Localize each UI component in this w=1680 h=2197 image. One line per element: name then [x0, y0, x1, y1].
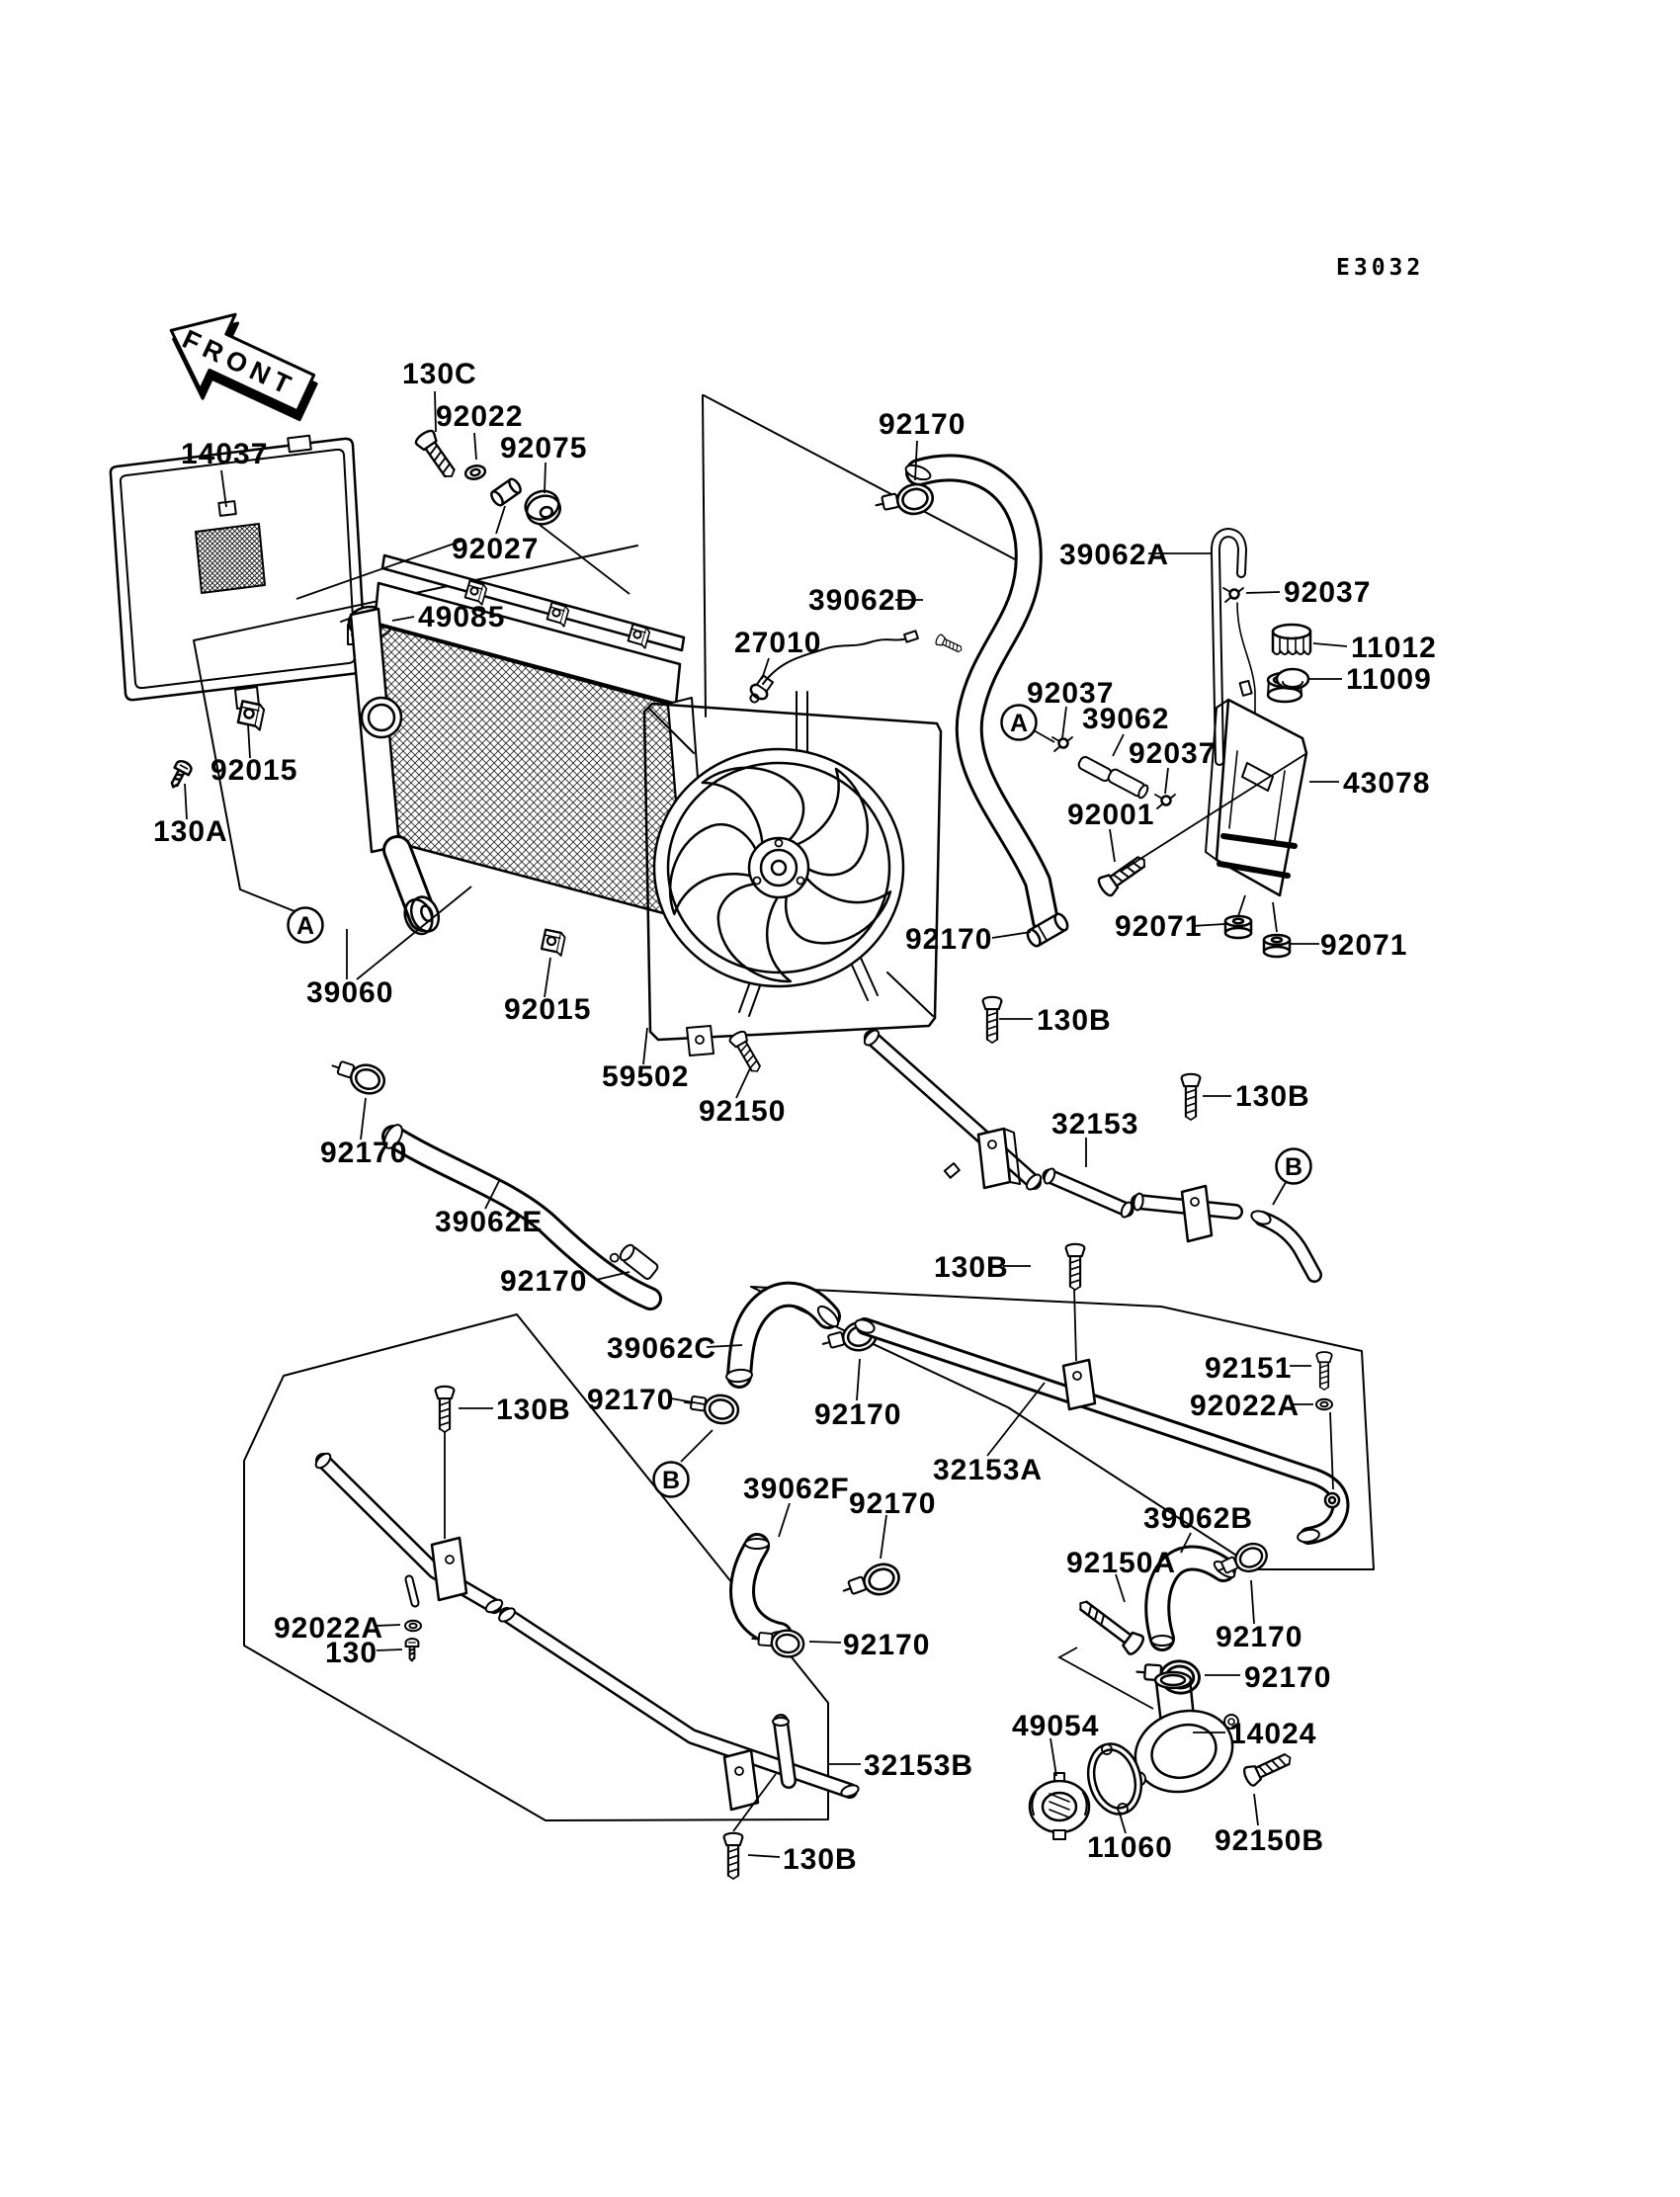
part-label-130C: 130C [402, 358, 477, 390]
ref-circle-B [1277, 1149, 1311, 1184]
part-label-92022A: 92022A [1190, 1390, 1301, 1422]
cap-gasket-11009 [1277, 669, 1308, 689]
part-label-92071: 92071 [1320, 929, 1408, 962]
part-label-92150A: 92150A [1066, 1547, 1177, 1579]
part-label-92151: 92151 [1205, 1352, 1293, 1385]
leader-line-54 [881, 1515, 886, 1559]
front-arrow [151, 293, 329, 439]
part-label-92150: 92150 [699, 1095, 787, 1128]
bolt-130b-4-icon [436, 1387, 455, 1432]
part-label-39062B: 39062B [1143, 1502, 1254, 1535]
leader-line-61 [1059, 1648, 1153, 1709]
leader-line-62 [1251, 1580, 1254, 1624]
leader-line-25 [185, 784, 187, 819]
part-label-27010: 27010 [734, 627, 822, 659]
radiator-screen-14037 [111, 436, 366, 709]
leader-line-24 [248, 724, 250, 758]
leader-line-64 [1050, 1738, 1056, 1776]
ref-circle-A [289, 908, 323, 943]
leader-line-18 [1110, 829, 1115, 862]
part-label-92037: 92037 [1027, 677, 1115, 710]
ref-circle-letter: B [1284, 1153, 1303, 1181]
leader-line-11 [1313, 643, 1347, 646]
part-label-92170: 92170 [320, 1137, 408, 1169]
part-label-39062C: 39062C [607, 1332, 717, 1365]
clip-92015-right-icon [541, 930, 565, 956]
clamp-92170-mid-icon [682, 1391, 739, 1425]
part-label-130A: 130A [153, 815, 228, 848]
part-label-32153A: 32153A [933, 1454, 1044, 1486]
damper-92071-left-icon [1225, 916, 1251, 938]
bolt-130b-3-icon [1066, 1244, 1085, 1290]
part-label-130B: 130B [1235, 1080, 1310, 1113]
part-label-59502: 59502 [602, 1060, 690, 1093]
leader-line-17 [1165, 768, 1168, 794]
bolt-130b-5-icon [724, 1833, 743, 1879]
part-label-92037: 92037 [1129, 737, 1217, 770]
leader-line-67 [1254, 1794, 1258, 1825]
part-label-92170: 92170 [905, 923, 993, 956]
part-label-32153B: 32153B [864, 1749, 974, 1782]
bolt-130b-2-icon [1182, 1074, 1201, 1120]
part-label-11009: 11009 [1346, 663, 1432, 696]
water-pipe-32153-mid [1043, 1167, 1134, 1219]
leader-line-66 [1120, 1814, 1126, 1833]
grommet-92075-icon [522, 487, 564, 529]
clamp-92037-b-icon [1155, 795, 1175, 808]
clamp-92170-top-icon [874, 481, 936, 522]
front-direction-label: FRONT [178, 323, 301, 403]
leader-line-47 [857, 1359, 860, 1400]
leader-line-57 [748, 1855, 780, 1857]
part-label-92022: 92022 [436, 400, 524, 433]
part-label-130B: 130B [934, 1251, 1009, 1284]
part-label-11060: 11060 [1087, 1831, 1173, 1864]
bolt-130c-icon [414, 428, 461, 481]
collar-92027-icon [489, 477, 523, 507]
part-label-92022A: 92022A [274, 1612, 384, 1645]
part-label-43078: 43078 [1343, 767, 1431, 800]
bolt-92150-icon [728, 1030, 765, 1076]
part-label-39060: 39060 [306, 976, 394, 1009]
part-label-92170: 92170 [500, 1265, 588, 1298]
leader-line-28 [545, 958, 550, 997]
leader-line-40 [1074, 1289, 1076, 1361]
part-label-92015: 92015 [210, 754, 298, 787]
clamp-92037-a-icon [1052, 737, 1072, 751]
screw-130a-icon [166, 759, 193, 791]
leader-line-1 [474, 433, 476, 460]
leader-line-21 [1238, 895, 1245, 916]
clamp-92037-vent-icon [1223, 588, 1243, 602]
drawing-code: E3032 [1336, 255, 1425, 281]
clamp-92170-radiator-icon [328, 1055, 388, 1098]
part-label-39062A: 39062A [1059, 539, 1170, 571]
part-label-130: 130 [325, 1637, 378, 1669]
part-label-92170: 92170 [1244, 1661, 1332, 1694]
leader-line-2 [545, 463, 546, 493]
screw-130-icon [406, 1639, 419, 1660]
part-label-92071: 92071 [1115, 910, 1203, 943]
hose-39062f [742, 1539, 792, 1642]
leader-line-14 [1062, 707, 1066, 738]
water-pipe-32153-left [862, 1028, 1043, 1192]
part-label-92075: 92075 [500, 432, 588, 465]
part-label-92170: 92170 [587, 1384, 675, 1416]
tank-cap-11012 [1273, 625, 1310, 654]
screw-92151-icon [1316, 1352, 1331, 1390]
part-label-14024: 14024 [1229, 1718, 1317, 1750]
part-label-92170: 92170 [814, 1398, 902, 1431]
part-label-92170: 92170 [849, 1487, 937, 1520]
part-label-49054: 49054 [1012, 1710, 1100, 1742]
ref-circle-B [654, 1463, 689, 1497]
leader-line-23 [1273, 902, 1277, 932]
clamp-92170-f1-icon [839, 1560, 902, 1606]
part-label-92027: 92027 [452, 533, 540, 565]
ref-circle-A [1002, 706, 1037, 740]
part-label-92015: 92015 [504, 993, 592, 1026]
leader-line-15 [1034, 730, 1054, 742]
part-label-11012: 11012 [1351, 632, 1437, 664]
part-label-130B: 130B [783, 1843, 858, 1876]
bolt-92150a-icon [1074, 1594, 1146, 1655]
damper-92071-right-icon [1264, 935, 1290, 957]
leader-line-55 [809, 1642, 841, 1643]
washer-92022a-right-icon [1316, 1399, 1332, 1409]
leader-line-30 [736, 1068, 750, 1098]
bolt-92150b-icon [1242, 1749, 1295, 1788]
washer-92022a-left-icon [405, 1621, 421, 1631]
part-label-130B: 130B [496, 1394, 571, 1426]
clip-92015-left-icon [237, 701, 265, 729]
part-label-39062F: 39062F [743, 1473, 850, 1505]
leader-line-53 [779, 1503, 790, 1537]
leader-line-31 [361, 1098, 366, 1140]
hose-39062d [904, 463, 1046, 921]
part-label-92150B: 92150B [1215, 1824, 1325, 1857]
leader-line-16 [1113, 734, 1124, 756]
part-label-130B: 130B [1037, 1004, 1112, 1037]
part-label-39062: 39062 [1082, 703, 1170, 735]
part-label-49085: 49085 [418, 601, 506, 634]
part-label-32153: 32153 [1051, 1108, 1139, 1141]
water-pipe-32153-right [1133, 1186, 1314, 1275]
part-label-14037: 14037 [181, 438, 269, 470]
hose-39062c [726, 1295, 842, 1384]
ref-circle-letter: A [295, 912, 315, 940]
leader-line-68 [540, 525, 630, 594]
part-label-92170: 92170 [843, 1629, 931, 1661]
leader-line-48 [987, 1383, 1045, 1456]
leader-line-52 [377, 1649, 402, 1650]
part-label-92170: 92170 [879, 408, 966, 441]
ref-circle-letter: B [661, 1467, 681, 1494]
ref-circle-letter: A [1009, 710, 1029, 737]
washer-92022-icon [464, 465, 486, 481]
part-label-39062D: 39062D [808, 584, 919, 617]
thermostat-49054 [1030, 1773, 1089, 1839]
part-label-39062E: 39062E [435, 1206, 544, 1238]
bolt-130b-1-icon [983, 997, 1002, 1043]
leader-line-46 [681, 1430, 713, 1462]
leader-line-34 [992, 932, 1031, 938]
leader-line-10 [1246, 592, 1280, 593]
part-label-92001: 92001 [1067, 799, 1155, 831]
leader-line-29 [643, 1028, 647, 1064]
part-label-92037: 92037 [1284, 576, 1372, 609]
part-label-92170: 92170 [1216, 1621, 1303, 1653]
leader-line-3 [496, 506, 505, 534]
